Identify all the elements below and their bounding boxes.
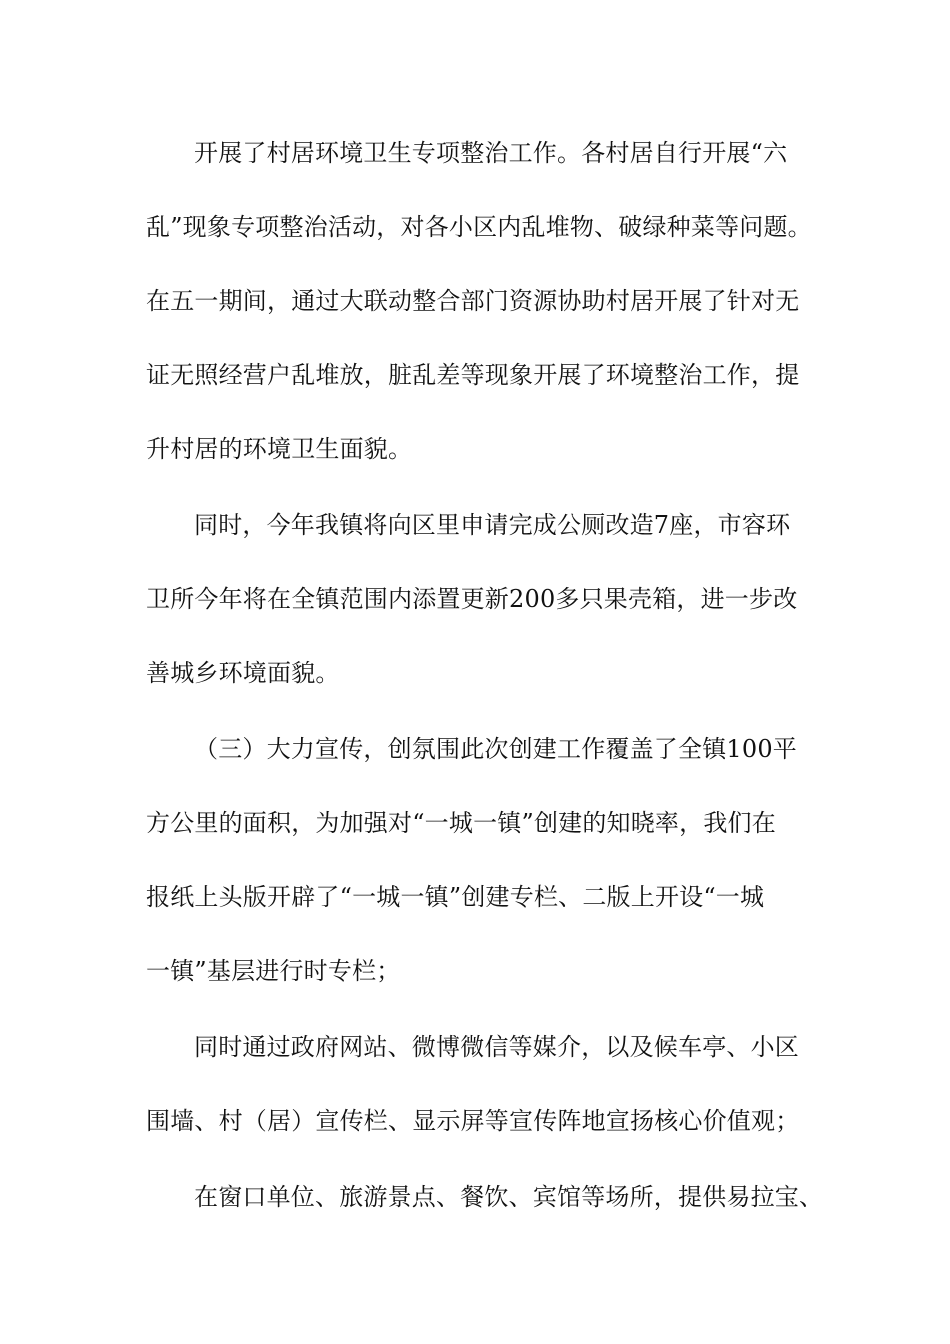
text-line-6: 同时，今年我镇将向区里申请完成公厕改造7座，市容环 [194,511,791,539]
text-line-13: 同时通过政府网站、微博微信等媒介，以及候车亭、小区 [194,1033,799,1061]
text-line-2: 乱”现象专项整治活动，对各小区内乱堆物、破绿种菜等问题。 [146,213,812,241]
text-line-15: 在窗口单位、旅游景点、餐饮、宾馆等场所，提供易拉宝、 [194,1183,824,1211]
text-line-1: 开展了村居环境卫生专项整治工作。各村居自行开展“六 [194,139,788,167]
text-line-7: 卫所今年将在全镇范围内添置更新200多只果壳箱，进一步改 [146,585,798,613]
text-line-12: 一镇”基层进行时专栏； [146,957,401,985]
text-line-11: 报纸上头版开辟了“一城一镇”创建专栏、二版上开设“一城 [146,883,765,911]
text-line-10: 方公里的面积，为加强对“一城一镇”创建的知晓率，我们在 [146,809,776,837]
text-line-5: 升村居的环境卫生面貌。 [146,435,413,463]
text-line-3: 在五一期间，通过大联动整合部门资源协助村居开展了针对无 [146,287,800,315]
text-line-8: 善城乡环境面貌。 [146,659,340,687]
text-line-4: 证无照经营户乱堆放，脏乱差等现象开展了环境整治工作，提 [146,361,800,389]
text-line-9: （三）大力宣传，创氛围此次创建工作覆盖了全镇100平 [194,735,798,763]
text-line-14: 围墙、村（居）宣传栏、显示屏等宣传阵地宣扬核心价值观； [146,1107,800,1135]
